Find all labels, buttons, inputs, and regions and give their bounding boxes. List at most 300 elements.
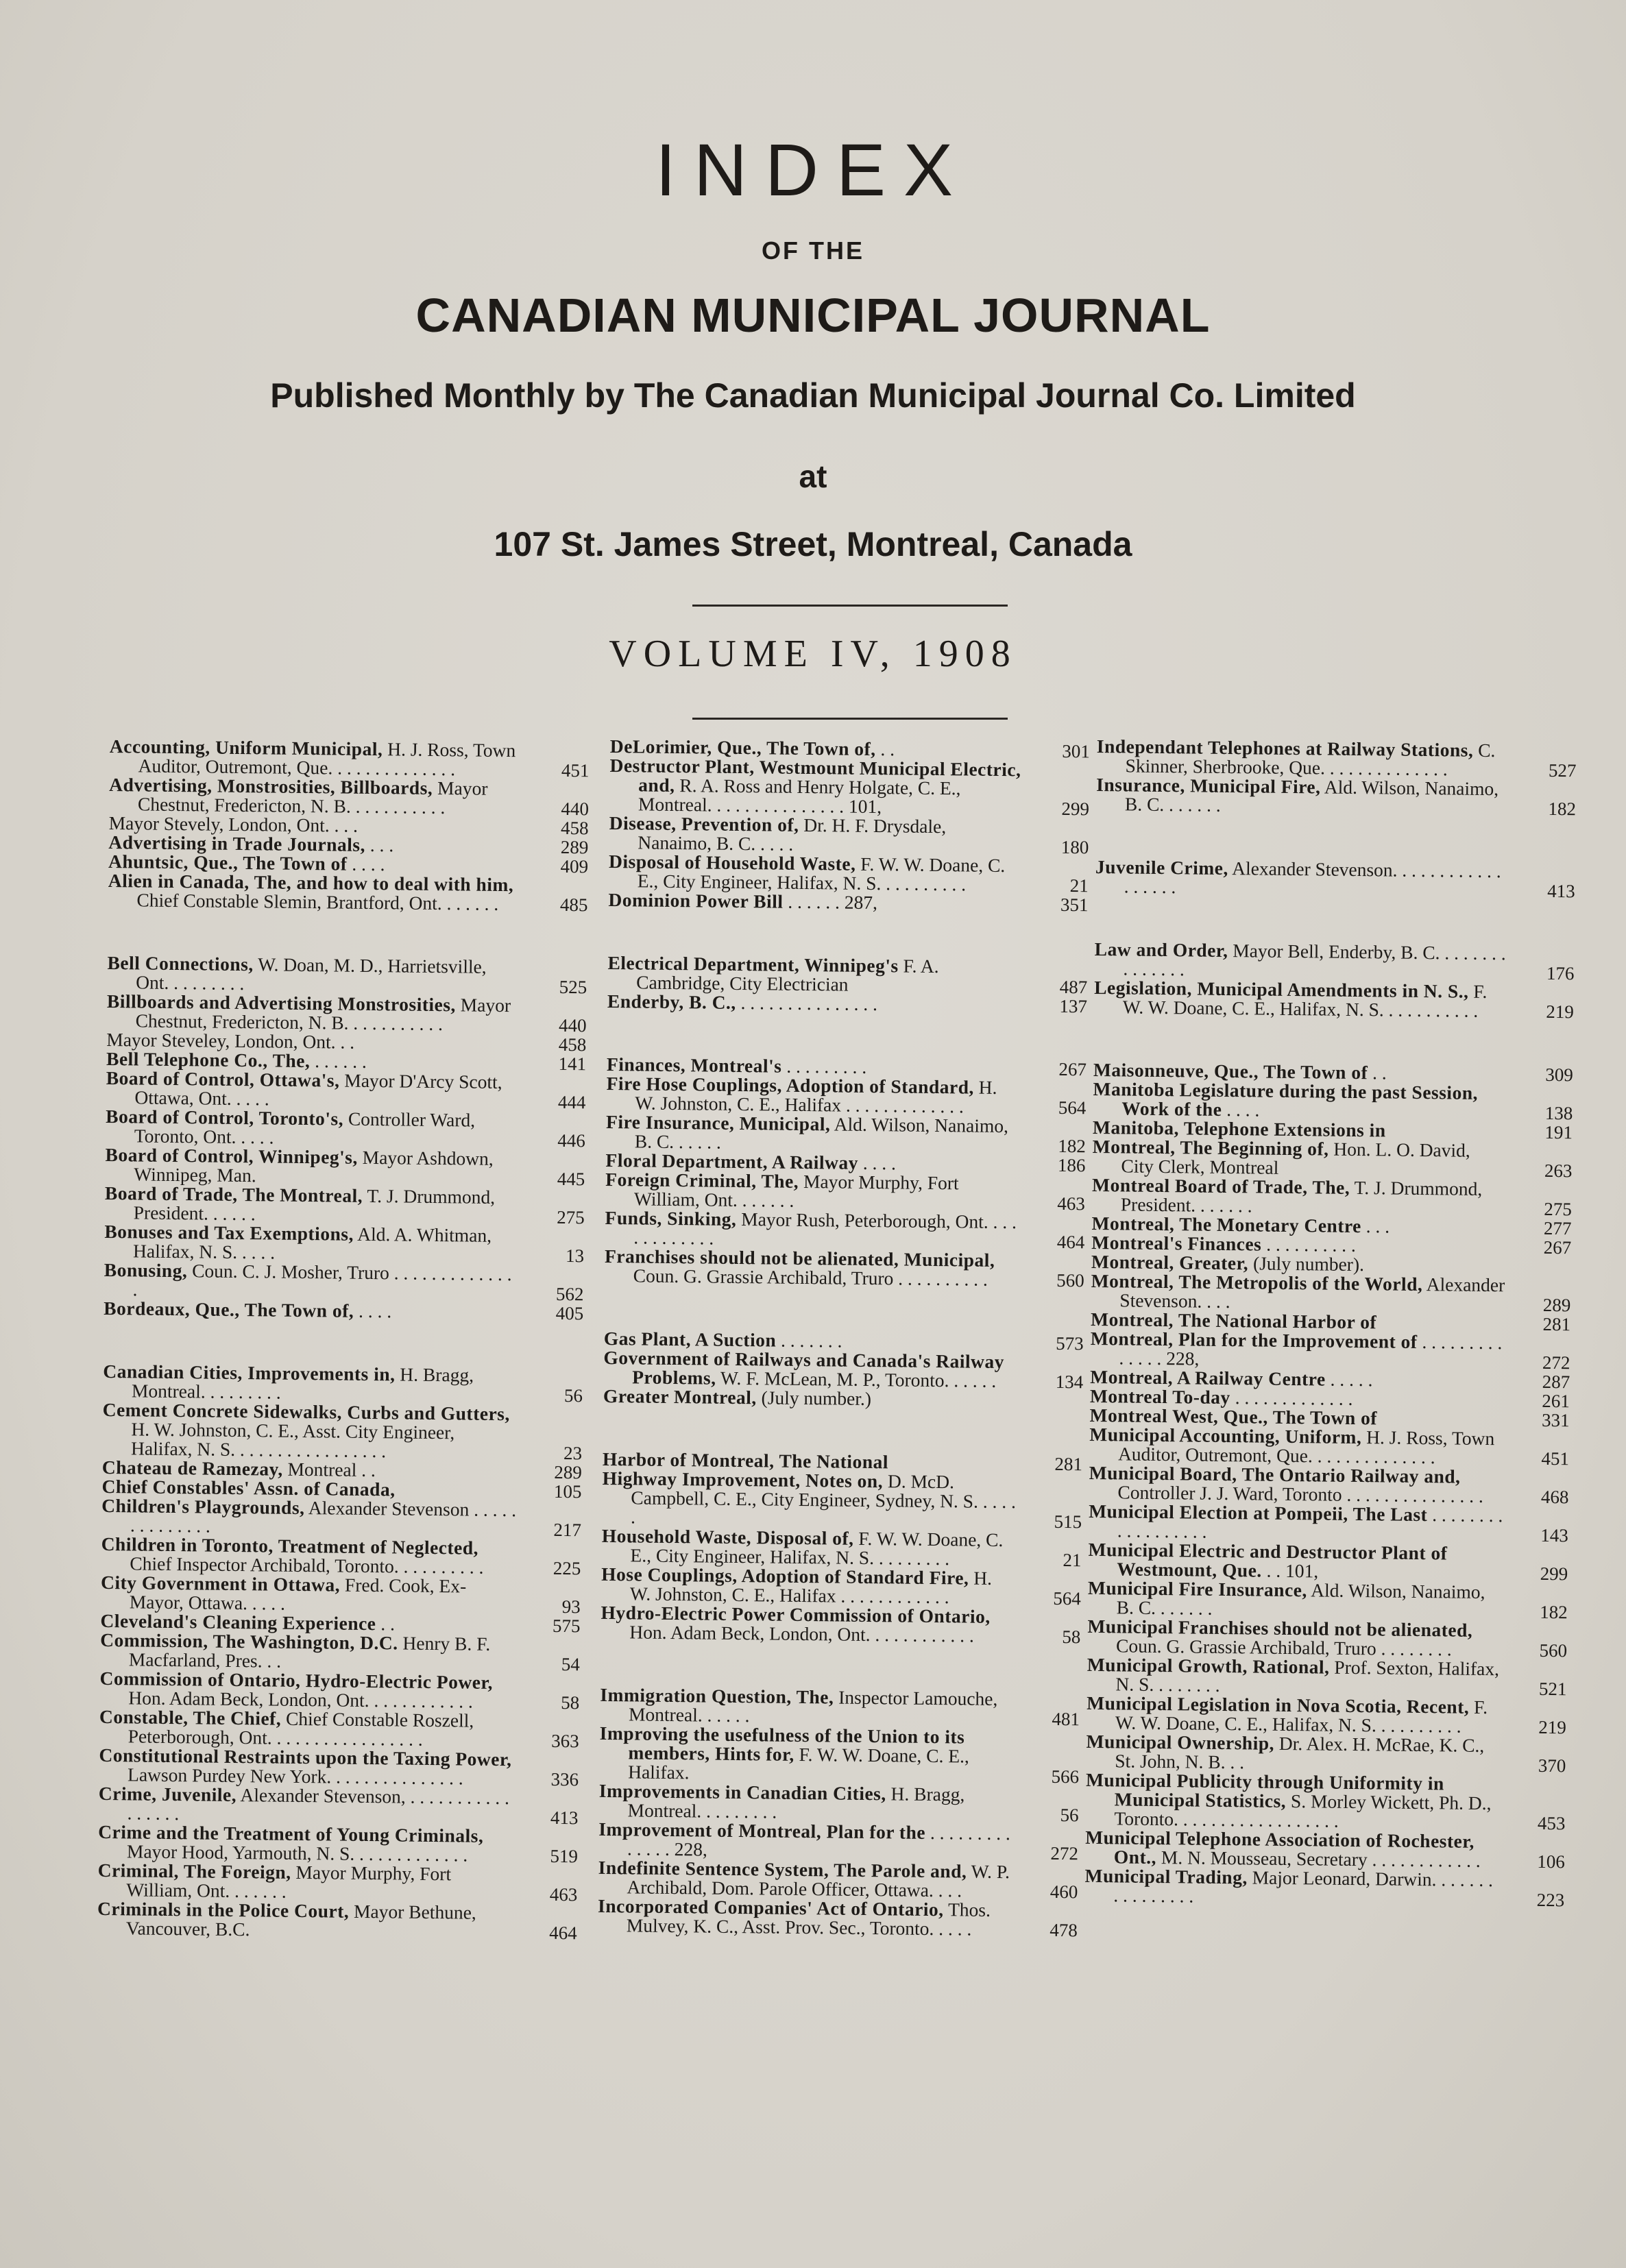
entry-page-number: 182 — [1548, 798, 1577, 820]
entry-heading: Board of Control, Toronto's, — [106, 1105, 344, 1130]
entry-heading: Board of Control, Winnipeg's, — [105, 1143, 359, 1168]
entry-heading: Montreal, Greater, — [1091, 1250, 1249, 1274]
entry-heading: Cleveland's Cleaning Experience — [100, 1609, 376, 1635]
entry-heading: Municipal Telephone Association of Rochester, Ont., — [1085, 1826, 1475, 1868]
entry-heading: Crime, Juvenile, — [98, 1782, 237, 1806]
entry-heading: Criminals in the Police Court, — [97, 1897, 350, 1922]
entry-page-number: 363 — [551, 1730, 579, 1752]
index-entry — [98, 1784, 579, 1827]
entry-page-number: 573 — [1056, 1332, 1084, 1354]
entry-heading: Municipal Accounting, Uniform, — [1089, 1423, 1362, 1448]
index-entry — [1088, 1578, 1568, 1622]
entry-heading: Commission, The Washington, D.C. — [100, 1629, 398, 1654]
publisher-line: Published Monthly by The Canadian Municipal Journal Co. Limited — [270, 376, 1356, 415]
entry-detail: Chief Inspector Archibald, Toronto. . . . . . . . . . — [130, 1552, 484, 1578]
entry-heading: Montreal To-day — [1089, 1385, 1230, 1409]
index-entry — [603, 1387, 1083, 1411]
entry-detail: Ald. Wilson, Nanaimo, B. C. . . . . . . — [1116, 1579, 1485, 1619]
entry-detail: . . — [380, 1613, 396, 1635]
entry-page-number: 225 — [553, 1557, 581, 1579]
entry-heading: Accounting, Uniform Municipal, — [109, 735, 383, 760]
entry-page-number: 451 — [561, 759, 590, 781]
index-title: INDEX — [655, 128, 971, 211]
entry-heading: Montreal, The Metropolis of the World, — [1091, 1269, 1423, 1295]
entry-heading: Fire Hose Couplings, Adoption of Standard, — [606, 1072, 975, 1098]
entry-detail: . . . — [1366, 1215, 1390, 1237]
entry-detail: F. A. Cambridge, City Electrician — [636, 955, 939, 995]
entry-page-number: 301 — [1062, 740, 1090, 762]
index-entry — [1086, 1732, 1566, 1775]
entry-page-number: 289 — [554, 1461, 582, 1483]
index-entry — [606, 1112, 1087, 1156]
index-entry — [99, 1707, 580, 1751]
entry-heading: Juvenile Crime, — [1095, 855, 1229, 879]
entry-page-number: 481 — [1052, 1708, 1080, 1730]
index-entry — [608, 890, 1088, 914]
index-column-3 — [1084, 737, 1576, 1953]
entry-page-number: 560 — [1539, 1639, 1568, 1661]
entry-page-number: 54 — [561, 1653, 581, 1675]
entry-page-number: 351 — [1060, 894, 1089, 916]
index-entry — [600, 1685, 1080, 1729]
entry-detail: . . . . . . 287, — [788, 890, 878, 914]
entry-detail: Alexander Stevenson. . . . . . . . . . . . . . . . . . — [1124, 857, 1501, 898]
index-entry — [607, 992, 1087, 1016]
index-letter-group — [603, 1329, 1084, 1411]
entry-heading: Independant Telephones at Railway Stations, — [1096, 735, 1474, 761]
index-entry — [609, 814, 1089, 857]
entry-heading: Improvement of Montreal, Plan for the — [598, 1818, 926, 1843]
entry-detail: Mayor D'Arcy Scott, Ottawa, Ont. . . . . — [134, 1069, 502, 1110]
at-line: at — [799, 459, 827, 494]
entry-page-number: 446 — [557, 1130, 586, 1151]
entry-heading: Chateau de Ramezay, — [101, 1456, 283, 1480]
entry-heading: Destructor Plant, Westmount Municipal Electric, and, — [609, 754, 1021, 796]
entry-heading: Board of Control, Ottawa's, — [106, 1066, 340, 1091]
entry-page-number: 141 — [558, 1053, 587, 1075]
index-entry — [107, 992, 587, 1035]
entry-page-number: 281 — [1542, 1313, 1571, 1335]
entry-detail: Prof. Sexton, Halifax, N. S. . . . . . . . — [1115, 1656, 1500, 1696]
index-entry — [105, 1184, 585, 1227]
entry-heading: Children in Toronto, Treatment of Neglected, — [101, 1533, 479, 1559]
index-letter-group — [104, 953, 587, 1323]
entry-detail: Inspector Lamouche, Montreal. . . . . . — [628, 1686, 998, 1727]
entry-detail: . . 101, — [1266, 1559, 1319, 1582]
entry-detail: F. W. W. Doane, C. E., Halifax. — [628, 1743, 970, 1783]
entry-heading: Montreal, The Monetary Centre — [1091, 1212, 1362, 1237]
entry-page-number: 309 — [1545, 1064, 1574, 1086]
entry-detail: Alexander Stevenson, . . . . . . . . . . . . . . . . . — [127, 1784, 510, 1825]
index-letter-group — [97, 1362, 583, 1942]
entry-detail: Mayor Murphy, Fort William, Ont. . . . . . . — [126, 1861, 452, 1902]
entry-heading: Alien in Canada, The, and how to deal with him, — [108, 869, 514, 896]
index-entry — [600, 1603, 1081, 1646]
address-line: 107 St. James Street, Montreal, Canada — [494, 525, 1132, 563]
entry-heading: Billboards and Advertising Monstrosities, — [106, 990, 457, 1016]
entry-detail: . . . . . . . . . . . . . . 228, — [1119, 1331, 1503, 1369]
entry-heading: Indefinite Sentence System, The Parole and, — [598, 1856, 967, 1882]
index-entry — [97, 1899, 578, 1942]
entry-page-number: 453 — [1537, 1812, 1566, 1834]
entry-detail: Hon. Adam Beck, London, Ont. . . . . . . . . . . . — [128, 1687, 474, 1712]
index-entry — [598, 1781, 1079, 1825]
entry-page-number: 564 — [1053, 1587, 1082, 1609]
entry-heading: Law and Order, — [1094, 938, 1228, 962]
entry-page-number: 267 — [1543, 1236, 1572, 1258]
entry-detail: Ald. Wilson, Nanaimo, B. C. . . . . . — [634, 1113, 1009, 1153]
index-entry — [1092, 1137, 1573, 1180]
entry-page-number: 134 — [1055, 1371, 1084, 1393]
entry-heading: Maisonneuve, Que., The Town of — [1093, 1058, 1368, 1084]
entry-detail: Henry B. F. Macfarland, Pres. . . — [128, 1632, 491, 1672]
index-entry — [101, 1496, 582, 1539]
entry-heading: Bonusing, — [104, 1258, 188, 1282]
index-entry — [601, 1526, 1082, 1570]
entry-detail: . . . . . . . . . . . . . . 228, — [627, 1821, 1010, 1860]
entry-detail: Coun. C. J. Mosher, Truro . . . . . . . . . . . . . . — [132, 1260, 512, 1300]
entry-detail: . . . . — [358, 1300, 392, 1322]
entry-detail: . . . . — [1226, 1099, 1260, 1121]
entry-page-number: 23 — [563, 1442, 583, 1464]
index-entry — [1087, 1694, 1567, 1737]
index-entry — [605, 1208, 1085, 1252]
entry-page-number: 219 — [1546, 1001, 1574, 1023]
entry-detail: Mayor Steveley, London, Ont. . . — [106, 1028, 355, 1053]
entry-page-number: 463 — [549, 1883, 578, 1905]
entry-page-number: 440 — [561, 798, 590, 820]
index-letter-group — [1096, 737, 1577, 818]
entry-page-number: 180 — [1060, 836, 1089, 858]
entry-heading: Highway Improvement, Notes on, — [602, 1467, 884, 1492]
entry-page-number: 521 — [1538, 1678, 1567, 1700]
index-entry — [1091, 1271, 1571, 1315]
entry-heading: Ahuntsic, Que., The Town of — [108, 850, 348, 875]
entry-page-number: 289 — [1542, 1294, 1571, 1316]
entry-page-number: 485 — [559, 894, 588, 916]
entry-detail: . . — [1372, 1062, 1387, 1084]
index-entry — [1087, 1617, 1568, 1660]
entry-page-number: 464 — [1056, 1231, 1085, 1253]
entry-heading: Disposal of Household Waste, — [608, 850, 856, 875]
entry-page-number: 564 — [1058, 1097, 1087, 1119]
entry-detail: C. Skinner, Sherbrooke, Que. . . . . . . . . . . . . . — [1125, 739, 1496, 780]
entry-heading: Montreal West, Que., The Town of — [1089, 1404, 1378, 1429]
entry-heading: Municipal Franchises should not be alienated, — [1087, 1615, 1473, 1641]
entry-page-number: 299 — [1061, 798, 1090, 820]
index-entry — [105, 1145, 585, 1188]
entry-heading: Harbor of Montreal, The National — [602, 1448, 889, 1473]
entry-page-number: 289 — [560, 836, 589, 858]
entry-page-number: 223 — [1536, 1889, 1565, 1911]
index-letter-group — [607, 953, 1088, 1016]
entry-detail: Mayor Rush, Peterborough, Ont. . . . . . . . . . . . . — [633, 1208, 1017, 1249]
entry-detail: Ald. A. Whitman, Halifax, N. S. . . . . — [132, 1223, 492, 1263]
entry-heading: Electrical Department, Winnipeg's — [607, 951, 899, 977]
index-entry — [97, 1861, 578, 1904]
entry-detail: Alexander Stevenson . . . . . . . . . . . . . . — [130, 1497, 517, 1537]
entry-detail: Montreal . . — [287, 1458, 376, 1481]
entry-page-number: 566 — [1051, 1766, 1080, 1788]
entry-heading: Household Waste, Disposal of, — [601, 1524, 854, 1549]
entry-heading: Gas Plant, A Suction — [603, 1327, 777, 1351]
entry-page-number: 267 — [1058, 1058, 1087, 1080]
entry-page-number: 186 — [1057, 1154, 1086, 1176]
entry-detail: . . . . . . . . . . . . . . . — [740, 992, 878, 1015]
entry-detail: H. J. Ross, Town Auditor, Outremont, Que. . . . . . . . . . . . . . — [1117, 1426, 1495, 1468]
entry-page-number: 176 — [1546, 962, 1575, 984]
entry-heading: Bell Telephone Co., The, — [106, 1047, 311, 1072]
entry-heading: Enderby, B. C., — [607, 990, 736, 1013]
entry-detail: H. Bragg, Montreal. . . . . . . . . — [627, 1783, 965, 1822]
index-entry — [1096, 775, 1577, 818]
entry-page-number: 182 — [1058, 1135, 1086, 1157]
index-entry — [1094, 978, 1575, 1021]
entry-heading: Cement Concrete Sidewalks, Curbs and Gutters, — [102, 1398, 510, 1425]
index-entry — [1095, 857, 1576, 901]
entry-page-number: 217 — [553, 1519, 582, 1541]
entry-heading: City Government in Ottawa, — [100, 1571, 341, 1596]
entry-detail: T. J. Drummond, President. . . . . . . — [1120, 1176, 1483, 1217]
entry-detail: Controller Ward, Toronto, Ont. . . . . — [134, 1108, 476, 1148]
index-entry — [102, 1400, 583, 1463]
index-entry — [109, 775, 590, 818]
index-entry — [100, 1631, 581, 1674]
entry-heading: Hose Couplings, Adoption of Standard Fire, — [601, 1563, 969, 1589]
entry-detail: Mayor Stevely, London, Ont. . . . — [108, 812, 359, 836]
entry-heading: Montreal, The National Harbor of — [1090, 1308, 1377, 1333]
journal-name: CANADIAN MUNICIPAL JOURNAL — [415, 289, 1211, 342]
entry-detail: Coun. G. Grassie Archibald, Truro . . . . . . . . — [1115, 1635, 1452, 1660]
entry-heading: Immigration Question, The, — [600, 1683, 834, 1708]
entry-detail: F. W. W. Doane, C. E., Halifax, N. S. . . . . . . . . . — [1115, 1696, 1488, 1737]
entry-detail: . . . . . . . . . . — [1266, 1233, 1356, 1256]
entry-detail: Lawson Purdey New York. . . . . . . . . . . . . . . — [127, 1764, 463, 1789]
entry-page-number: 299 — [1540, 1563, 1568, 1585]
entry-page-number: 56 — [563, 1385, 583, 1406]
entry-heading: Bordeaux, Que., The Town of, — [104, 1297, 354, 1321]
entry-heading: Montreal, Plan for the Improvement of — [1090, 1327, 1418, 1352]
entry-page-number: 487 — [1059, 976, 1088, 998]
entry-page-number: 58 — [1062, 1626, 1081, 1648]
entry-page-number: 272 — [1542, 1352, 1570, 1374]
entry-page-number: 219 — [1538, 1716, 1567, 1738]
entry-heading: Improving the usefulness of the Union to its members, Hints for, — [599, 1722, 965, 1765]
entry-heading: Bell Connections, — [107, 951, 254, 975]
entry-page-number: 370 — [1538, 1755, 1566, 1777]
entry-page-number: 137 — [1059, 995, 1088, 1017]
index-entry — [598, 1820, 1079, 1863]
entry-detail: F. W. W. Doane, C. E., Halifax, N. S. . . . . . . . . . . — [1122, 980, 1488, 1021]
index-entry — [98, 1822, 579, 1866]
entry-detail: . . — [880, 738, 895, 760]
entry-heading: Crime and the Treatment of Young Criminals, — [98, 1820, 484, 1846]
entry-page-number: 287 — [1542, 1371, 1570, 1393]
index-entry — [104, 1222, 585, 1265]
index-entry — [1093, 1077, 1573, 1124]
entry-page-number: 331 — [1541, 1409, 1570, 1431]
entry-page-number: 464 — [549, 1922, 577, 1944]
entry-detail: Chief Constable Slemin, Brantford, Ont. . . . . . . — [136, 889, 499, 914]
of-the-line: OF THE — [762, 236, 864, 265]
entry-detail: . . . . . . . . . . . . . — [1235, 1387, 1353, 1409]
entry-detail: S. Morley Wickett, Ph. D., Toronto. . . . . . . . . . . . . . . . . . — [1114, 1790, 1492, 1831]
entry-page-number: 143 — [1540, 1524, 1568, 1546]
entry-heading: Commission of Ontario, Hydro-Electric Power, — [99, 1667, 494, 1693]
entry-heading: Advertising, Monstrosities, Billboards, — [109, 773, 433, 798]
entry-page-number: 468 — [1540, 1486, 1569, 1508]
entry-page-number: 519 — [550, 1845, 579, 1867]
index-letter-group — [608, 737, 1090, 914]
entry-detail: D. McD. Campbell, C. E., City Engineer, Sydney, N. S. . . . . . — [630, 1470, 1017, 1528]
entry-detail: R. A. Ross and Henry Holgate, C. E., Montreal. . . . . . . . . . . . . . . 101, — [638, 775, 961, 818]
entry-heading: Chief Constables' Assn. of Canada, — [101, 1475, 396, 1500]
index-entry — [103, 1362, 583, 1405]
entry-page-number: 272 — [1050, 1842, 1079, 1864]
entry-detail: Hon. Adam Beck, London, Ont. . . . . . . . . . . . — [629, 1621, 975, 1646]
index-entry — [599, 1724, 1080, 1786]
entry-heading: DeLorimier, Que., The Town of, — [609, 735, 876, 760]
entry-heading: Municipal Electric and Destructor Plant of Westmount, Que. — [1088, 1538, 1448, 1581]
entry-detail: . . . . . . — [315, 1050, 367, 1072]
entry-detail: Chief Constable Roszell, Peterborough, Ont. . . . . . . . . . . . . . . . . — [128, 1707, 474, 1750]
index-column-1 — [97, 737, 590, 1986]
index-entry — [1089, 1463, 1569, 1507]
entry-heading: Foreign Criminal, The, — [605, 1168, 799, 1192]
entry-heading: Funds, Sinking, — [605, 1206, 737, 1230]
entry-heading: Montreal, A Railway Centre — [1090, 1365, 1326, 1390]
entry-detail: W. Doan, M. D., Harrietsville, Ont. . . . . . . . . — [136, 953, 487, 995]
index-entry — [101, 1535, 581, 1578]
index-entry — [609, 756, 1090, 818]
entry-heading: Municipal Growth, Rational, — [1087, 1653, 1330, 1678]
entry-heading: Insurance, Municipal Fire, — [1096, 773, 1321, 798]
index-entry — [108, 871, 588, 914]
entry-page-number: 182 — [1540, 1601, 1568, 1623]
entry-heading: Improvements in Canadian Cities, — [598, 1779, 886, 1805]
entry-page-number: 263 — [1544, 1160, 1573, 1182]
entry-detail: . . . . . — [1330, 1368, 1373, 1391]
index-letter-group — [600, 1450, 1082, 1646]
entry-page-number: 405 — [555, 1302, 584, 1324]
entry-heading: Children's Playgrounds, — [101, 1494, 305, 1519]
entry-heading: Disease, Prevention of, — [609, 812, 799, 836]
index-entry — [1090, 1329, 1570, 1372]
entry-detail: . . . . — [862, 1151, 897, 1174]
entry-detail: (July number). — [1252, 1252, 1365, 1276]
entry-heading: Municipal Publicity through Uniformity in Municipal Statistics, — [1085, 1768, 1444, 1812]
entry-page-number: 440 — [558, 1014, 587, 1036]
entry-page-number: 413 — [1547, 880, 1575, 902]
index-letter-group — [1095, 857, 1576, 901]
index-entry — [104, 1260, 584, 1304]
entry-heading: Constitutional Restraints upon the Taxing Power, — [99, 1744, 512, 1770]
entry-page-number: 560 — [1056, 1269, 1084, 1291]
index-entry — [607, 953, 1088, 997]
index-entry — [602, 1469, 1082, 1531]
entry-heading: Manitoba, Telephone Extensions in — [1092, 1116, 1386, 1141]
entry-heading: Montreal Board of Trade, The, — [1091, 1173, 1350, 1198]
entry-detail: W. P. Archibald, Dom. Parole Officer, Ottawa. . . . — [627, 1860, 1010, 1901]
entry-page-number: 275 — [557, 1206, 585, 1228]
entry-detail: . . . . . . . . . . . . . . . . . . — [1117, 1504, 1503, 1542]
index-entry — [1089, 1502, 1569, 1545]
entry-detail: H. J. Ross, Town Auditor, Outremont, Que. . . . . . . . . . . . . . — [138, 738, 516, 780]
entry-heading: Manitoba Legislature during the past Session, Work of the — [1093, 1077, 1479, 1120]
entry-heading: Government of Railways and Canada's Railway Problems, — [603, 1346, 1005, 1389]
entry-detail: (July number.) — [761, 1387, 872, 1410]
entry-detail: H. W. Johnston, C. E., Halifax . . . . . . . . . . . . — [629, 1567, 993, 1608]
entry-detail: H. W. Johnston, C. E., Halifax . . . . . . . . . . . . . — [635, 1076, 997, 1117]
index-letter-group — [598, 1685, 1080, 1940]
entry-detail: H. Bragg, Montreal. . . . . . . . . — [131, 1363, 474, 1403]
entry-page-number: 277 — [1543, 1217, 1572, 1239]
entry-heading: Municipal Trading, — [1084, 1864, 1248, 1888]
index-entry — [1084, 1866, 1565, 1910]
entry-page-number: 336 — [550, 1768, 579, 1790]
entry-heading: Municipal Fire Insurance, — [1087, 1576, 1308, 1601]
entry-detail: Hon. L. O. David, City Clerk, Montreal — [1121, 1138, 1470, 1178]
entry-page-number: 56 — [1060, 1804, 1079, 1826]
entry-heading: Montreal, The Beginning of, — [1092, 1135, 1329, 1160]
entry-heading: Constable, The Chief, — [99, 1705, 282, 1729]
entry-detail: Dr. Alex. H. McRae, K. C., St. John, N. B. . . — [1115, 1732, 1485, 1773]
entry-detail: . . . . — [352, 853, 385, 875]
entry-detail: Fred. Cook, Ex-Mayor, Ottawa. . . . . — [129, 1574, 467, 1614]
entry-detail: Mayor Ashdown, Winnipeg, Man. — [134, 1146, 494, 1186]
entry-page-number: 527 — [1548, 759, 1577, 781]
entry-heading: Board of Trade, The Montreal, — [104, 1182, 363, 1206]
index-entry — [106, 1066, 586, 1113]
entry-detail: Mayor Bethune, Vancouver, B.C. — [125, 1900, 476, 1940]
entry-heading: Franchises should not be alienated, Municipal, — [604, 1245, 995, 1271]
entry-detail: W. F. McLean, M. P., Toronto. . . . . . — [720, 1367, 997, 1391]
entry-detail: Mayor Chestnut, Fredericton, N. B. . . . . . . . . . . — [135, 994, 511, 1035]
entry-page-number: 21 — [1069, 875, 1089, 897]
entry-detail: F. W. W. Doane, C. E., City Engineer, Halifax, N. S. . . . . . . . . . — [637, 853, 1006, 895]
entry-detail: Mayor Hood, Yarmouth, N. S. . . . . . . . . . . . . — [126, 1840, 468, 1866]
index-letter-group — [1084, 1060, 1573, 1910]
entry-heading: Municipal Election at Pompeii, The Last — [1089, 1500, 1428, 1526]
entry-page-number: 460 — [1049, 1881, 1078, 1903]
entry-detail: Alexander Stevenson. . . . — [1119, 1273, 1505, 1313]
index-entry — [101, 1573, 581, 1616]
index-letter-group — [605, 1055, 1087, 1290]
index-entry — [1096, 737, 1577, 780]
entry-heading: Municipal Ownership, — [1086, 1730, 1275, 1754]
entry-page-number: 478 — [1049, 1919, 1078, 1941]
index-entry — [601, 1565, 1082, 1608]
index-entry — [603, 1348, 1084, 1391]
entry-page-number: 281 — [1054, 1453, 1083, 1475]
entry-page-number: 58 — [561, 1692, 580, 1714]
entry-detail: Major Leonard, Darwin. . . . . . . . . . . . . . . . — [1113, 1866, 1494, 1907]
entry-detail: M. N. Mousseau, Secretary . . . . . . . . . . . . — [1161, 1846, 1481, 1871]
index-entry — [605, 1247, 1085, 1290]
entry-detail: Dr. H. F. Drysdale, Nanaimo, B. C. . . . . — [638, 814, 947, 855]
index-entry — [609, 852, 1089, 895]
index-entry — [606, 1074, 1087, 1117]
entry-detail: . . . . . . . . . — [786, 1055, 867, 1077]
entry-page-number: 515 — [1054, 1511, 1082, 1533]
entry-detail: T. J. Drummond, President. . . . . . — [133, 1184, 496, 1225]
entry-heading: Municipal Legislation in Nova Scotia, Recent, — [1087, 1692, 1470, 1718]
entry-page-number: 138 — [1544, 1102, 1573, 1124]
index-entry — [1085, 1770, 1566, 1833]
index-entry — [99, 1746, 579, 1789]
entry-page-number: 13 — [565, 1245, 585, 1267]
index-letter-group — [1094, 940, 1575, 1021]
